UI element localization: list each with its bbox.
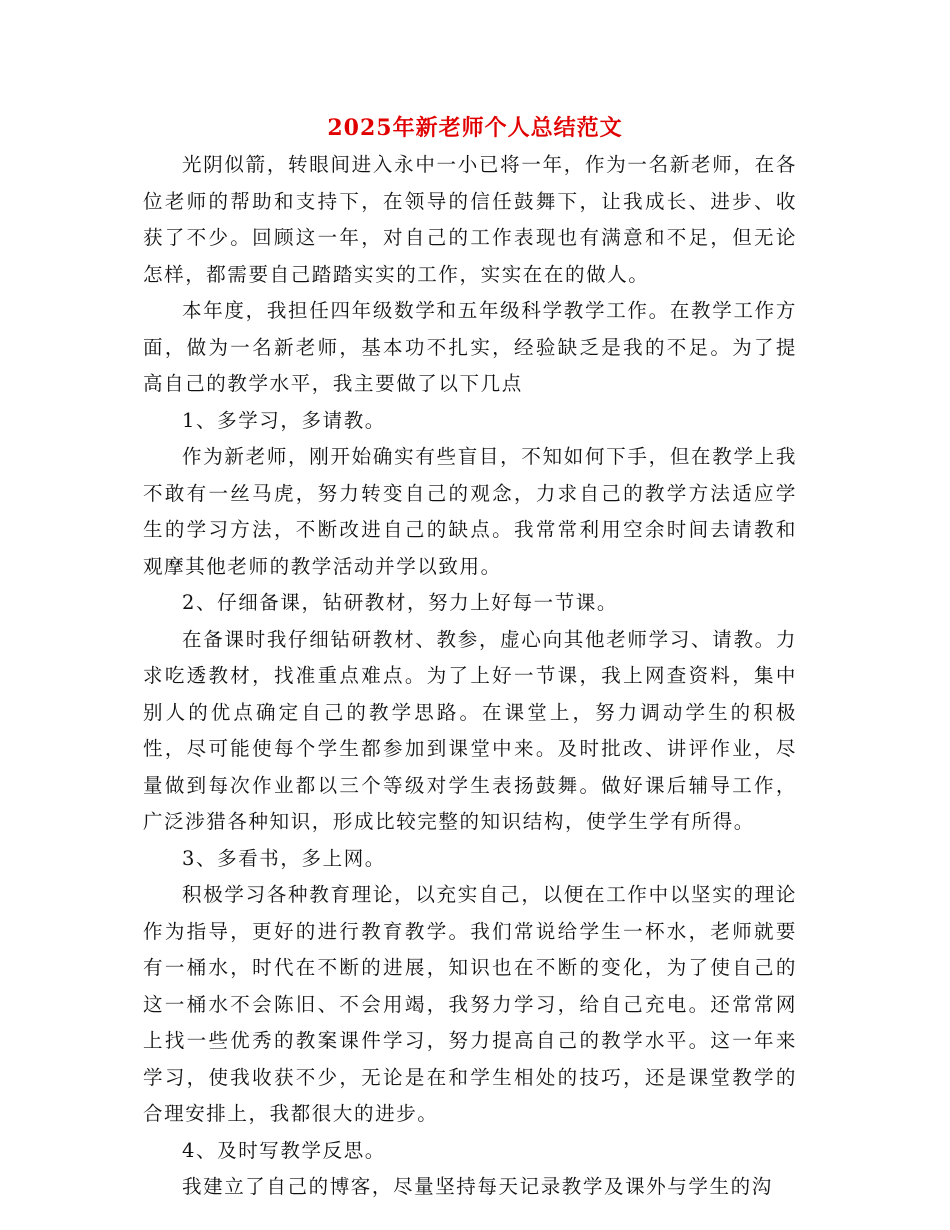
- document-title: 2025年新老师个人总结范文: [327, 115, 623, 141]
- paragraph-section-1: 作为新老师，刚开始确实有些盲目，不知如何下手，但在教学上我不敢有一丝马虎，努力转变自己的观念，力求自己的教学方法适应学生的学习方法，不断改进自己的缺点。我常常利用空余时间去请教和观摩其他老师的教学活动并学以致用。: [143, 445, 797, 578]
- paragraph-intro: 光阴似箭，转眼间进入永中一小已将一年，作为一名新老师，在各位老师的帮助和支持下，在领导的信任鼓舞下，让我成长、进步、收获了不少。回顾这一年，对自己的工作表现也有满意和不足，但无论怎样，都需要自己踏踏实实的工作，实实在在的做人。: [143, 153, 797, 286]
- paragraph-overview: 本年度，我担任四年级数学和五年级科学教学工作。在教学工作方面，做为一名新老师，基本功不扎实，经验缺乏是我的不足。为了提高自己的教学水平，我主要做了以下几点: [143, 299, 797, 395]
- paragraph-section-2: 在备课时我仔细钻研教材、教参，虚心向其他老师学习、请教。力求吃透教材，找准重点难点。为了上好一节课，我上网查资料，集中别人的优点确定自己的教学思路。在课堂上，努力调动学生的积极性，尽可能使每个学生都参加到课堂中来。及时批改、讲评作业，尽量做到每次作业都以三个等级对学生表扬鼓舞。做好课后辅导工作，广泛涉猎各种知识，形成比较完整的知识结构，使学生学有所得。: [143, 627, 797, 833]
- section-heading-3: 3、多看书，多上网。: [182, 846, 386, 870]
- section-heading-2: 2、仔细备课，钻研教材，努力上好每一节课。: [182, 591, 619, 614]
- paragraph-section-3: 积极学习各种教育理论，以充实自己，以便在工作中以坚实的理论作为指导，更好的进行教育教学。我们常说给学生一杯水，老师就要有一桶水，时代在不断的进展，知识也在不断的变化，为了使自己的这一桶水不会陈旧、不会用竭，我努力学习，给自己充电。还常常网上找一些优秀的教案课件学习，努力提高自己的教学水平。这一年来学习，使我收获不少，无论是在和学生相处的技巧，还是课堂教学的合理安排上，我都很大的进步。: [143, 883, 797, 1125]
- document-body: [143, 147, 797, 1206]
- section-heading-4: 4、及时写教学反思。: [182, 1138, 386, 1162]
- section-heading-1: 1、多学习，多请教。: [182, 408, 386, 432]
- paragraph-section-4: 我建立了自己的博客，尽量坚持每天记录教学及课外与学生的沟: [182, 1175, 773, 1198]
